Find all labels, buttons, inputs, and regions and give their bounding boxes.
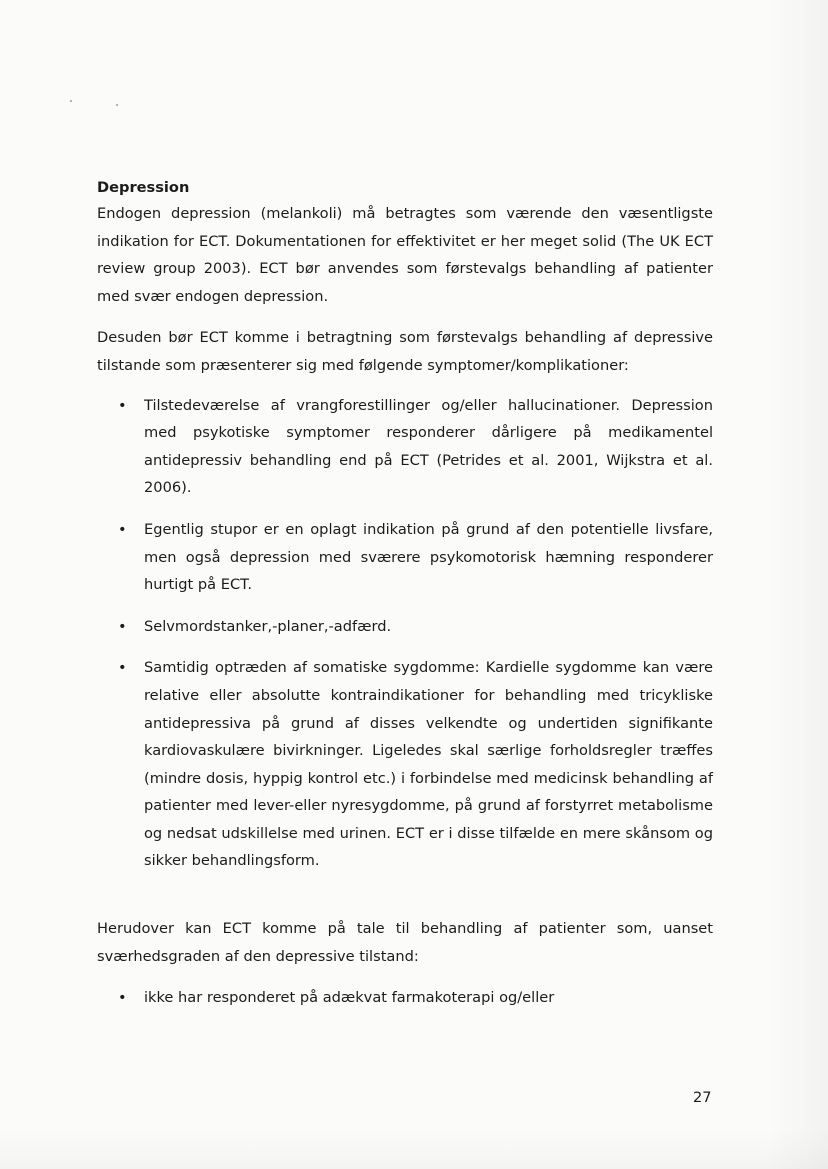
list-item	[97, 613, 713, 641]
paragraph-further-indications: Herudover kan ECT komme på tale til behandling af patienter som, uanset sværhedsgraden af den depressive tilstand:	[97, 920, 713, 965]
paragraph-first-choice-indications: Desuden bør ECT komme i betragtning som førstevalgs behandling af depressive tilstande som præsenterer sig med følgende symptomer/komplikationer:	[97, 329, 713, 374]
scan-speck	[116, 104, 118, 106]
list-item-text: Egentlig stupor er en oplagt indikation på grund af den potentielle livsfare, men også depression med sværere psykomotorisk hæmning responderer hurtigt på ECT.	[144, 520, 713, 594]
bullet-dot-icon: •	[118, 396, 127, 414]
list-item	[97, 654, 713, 875]
list-item	[97, 392, 713, 502]
bullet-dot-icon: •	[118, 617, 127, 635]
list-item-text: Samtidig optræden af somatiske sygdomme: Kardielle sygdomme kan være relative eller absolutte kontraindikationer for behandling med tricykliske antidepressiva på grund af disses velkendte og undertiden signifikante kardiovaskulære bivirkninger. Ligeledes skal særlige forholdsregler træffes (mindre dosis, hyppig kontrol etc.) i forbindelse med medicinsk behandling af patienter med lever-eller nyresygdomme, på grund af forstyrret metabolisme og nedsat udskillelse med urinen. ECT er i disse tilfælde en mere skånsom og sikker behandlingsform.	[144, 659, 713, 870]
scan-bottom-shadow	[0, 1129, 828, 1169]
scan-edge-shadow	[768, 0, 828, 1169]
further-indication-list	[97, 984, 713, 1012]
bullet-dot-icon: •	[118, 520, 127, 538]
list-item	[97, 984, 713, 1012]
symptom-list	[97, 392, 713, 876]
bullet-dot-icon: •	[118, 659, 127, 677]
list-item-text: Selvmordstanker,-planer,-adfærd.	[144, 617, 392, 635]
scan-speck	[70, 100, 72, 102]
list-item	[97, 516, 713, 599]
section-heading: Depression	[97, 179, 190, 196]
list-item-text: Tilstedeværelse af vrangforestillinger og/eller hallucinationer. Depression med psykotiske symptomer responderer dårligere på medikamentel antidepressiv behandling end på ECT (Petrides et al. 2001, Wijkstra et al. 2006).	[144, 396, 713, 497]
page-number: 27	[693, 1089, 712, 1106]
page-content	[97, 177, 713, 1026]
paragraph-endogen-depression: Endogen depression (melankoli) må betragtes som værende den væsentligste indikation for ECT. Dokumentationen for effektivitet er her meget solid (The UK ECT review group 2003). ECT bør anvendes som førstevalgs behandling af patienter med svær endogen depression.	[97, 205, 713, 305]
list-item-text: ikke har responderet på adækvat farmakoterapi og/eller	[144, 989, 555, 1007]
bullet-dot-icon: •	[118, 989, 127, 1007]
